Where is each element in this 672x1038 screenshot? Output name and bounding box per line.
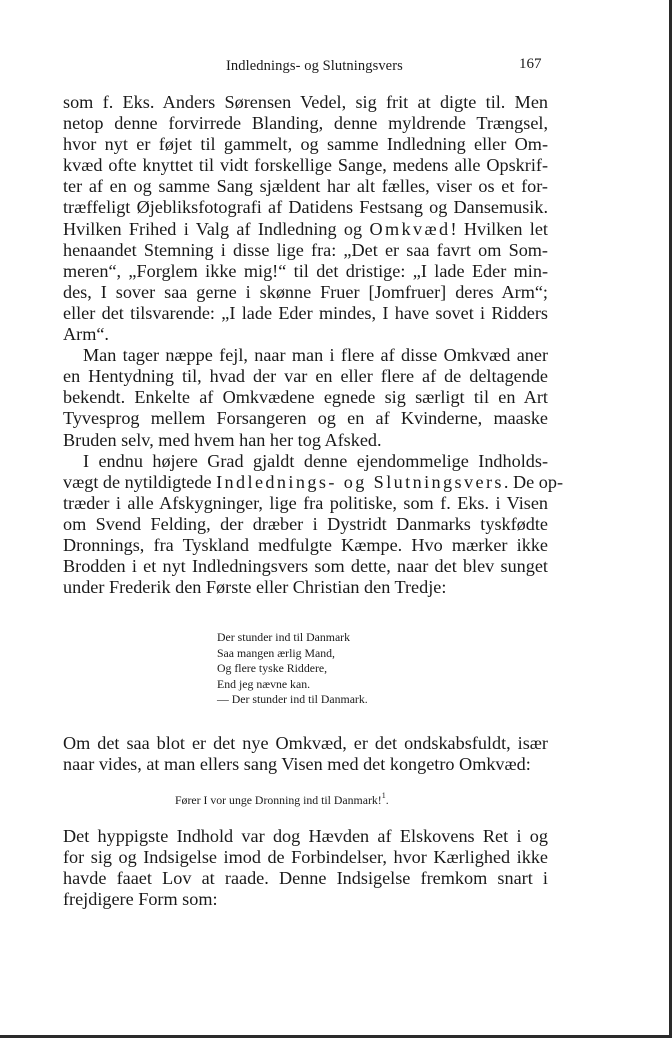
text-line: meren“, „Forglem ikke mig!“ til det dristige: „I lade Eder min- [63, 260, 548, 281]
text-line: havde faaet Lov at raade. Denne Indsigelse fremkom snart i [63, 868, 548, 889]
text-line: netop denne forvirrede Blanding, denne myldrende Trængsel, [63, 113, 548, 134]
text-line: træffeligt Øjebliksfotografi af Datidens Festsang og Dansemusik. [63, 197, 548, 218]
text-line: eller det tilsvarende: „I lade Eder mindes, I have sovet i Ridders [63, 302, 548, 323]
verse-line: — Der stunder ind til Danmark. [217, 692, 368, 707]
body-text-middle [63, 733, 548, 775]
verse-line: Der stunder ind til Danmark [217, 630, 351, 644]
body-text-lower [63, 826, 548, 910]
text-line: som f. Eks. Anders Sørensen Vedel, sig frit at digte til. Men [63, 92, 548, 112]
text-line: Brodden i et nyt Indledningsvers som dette, naar det blev sunget [63, 556, 548, 577]
spaced-term: Indlednings- og Slutningsvers [216, 471, 504, 492]
text-line: hvor nyt er føjet til gammelt, og samme Indledning eller Om- [63, 134, 548, 155]
text-line: Det hyppigste Indhold var dog Hævden af Elskovens Ret i og [63, 826, 548, 846]
text-line: Tyvesprog mellem Forsangeren og en af Kvinderne, maaske [63, 408, 548, 429]
text-line: Man tager næppe fejl, naar man i flere af disse Omkvæd aner [83, 345, 548, 366]
text-line: I endnu højere Grad gjaldt denne ejendommelige Indholds- [83, 450, 548, 471]
text-line: for sig og Indsigelse imod de Forbindelser, hvor Kærlighed ikke [63, 847, 548, 868]
text-line: Dronnings, fra Tyskland medfulgte Kæmpe. Hvo mærker ikke [63, 534, 548, 555]
text-line: træder i alle Afskygninger, lige fra politiske, som f. Eks. i Visen [63, 492, 548, 513]
footnote-marker: 1 [381, 791, 386, 800]
text-line: naar vides, at man ellers sang Visen med det kongetro Omkvæd: [63, 754, 531, 775]
text-line: under Frederik den Første eller Christian den Tredje: [63, 577, 447, 598]
running-title: Indlednings- og Slutningsvers [226, 58, 403, 74]
text-line: vægt de nytildigtede Indlednings- og Slutningsvers. De op- [63, 471, 563, 492]
text-line: ter af en og samme Sang sjældent har alt fælles, viser os et for- [63, 176, 548, 197]
text-line: des, I sover saa gerne i skønne Fruer [Jomfruer] deres Arm“; [63, 281, 548, 302]
text-line: om Svend Felding, der dræber i Dystridt Danmarks tyskfødte [63, 513, 548, 534]
verse-line: Og flere tyske Riddere, [217, 661, 328, 676]
verse-line: Saa mangen ærlig Mand, [217, 645, 335, 660]
body-text-upper [63, 92, 563, 598]
text-line: en Hentydning til, hvad der var en eller flere af de deltagende [63, 366, 548, 387]
refrain-quotation: Fører I vor unge Dronning ind til Danmark!$^1$. [175, 791, 389, 807]
text-line: frejdigere Form som: [63, 889, 218, 910]
spaced-term: Omkvæd [369, 218, 451, 239]
page-number: 167 [519, 56, 542, 72]
text-line: Arm“. [63, 324, 109, 345]
text-line: Bruden selv, med hvem han her tog Afsked. [63, 429, 382, 450]
text-line: Om det saa blot er det nye Omkvæd, er det ondskabsfuldt, især [63, 733, 548, 753]
verse-line: End jeg nævne kan. [217, 676, 311, 691]
verse-quotation [217, 630, 368, 708]
text-line: kvæd ofte knyttet til vidt forskellige Sange, medens alle Opskrif- [63, 155, 548, 176]
text-line: bekendt. Enkelte af Omkvædene egnede sig særligt til en Art [63, 387, 548, 408]
text-line: henaandet Stemning i disse lige fra: „Det er saa favrt om Som- [63, 239, 548, 260]
text-line: Hvilken Frihed i Valg af Indledning og Omkvæd! Hvilken let [63, 218, 548, 239]
